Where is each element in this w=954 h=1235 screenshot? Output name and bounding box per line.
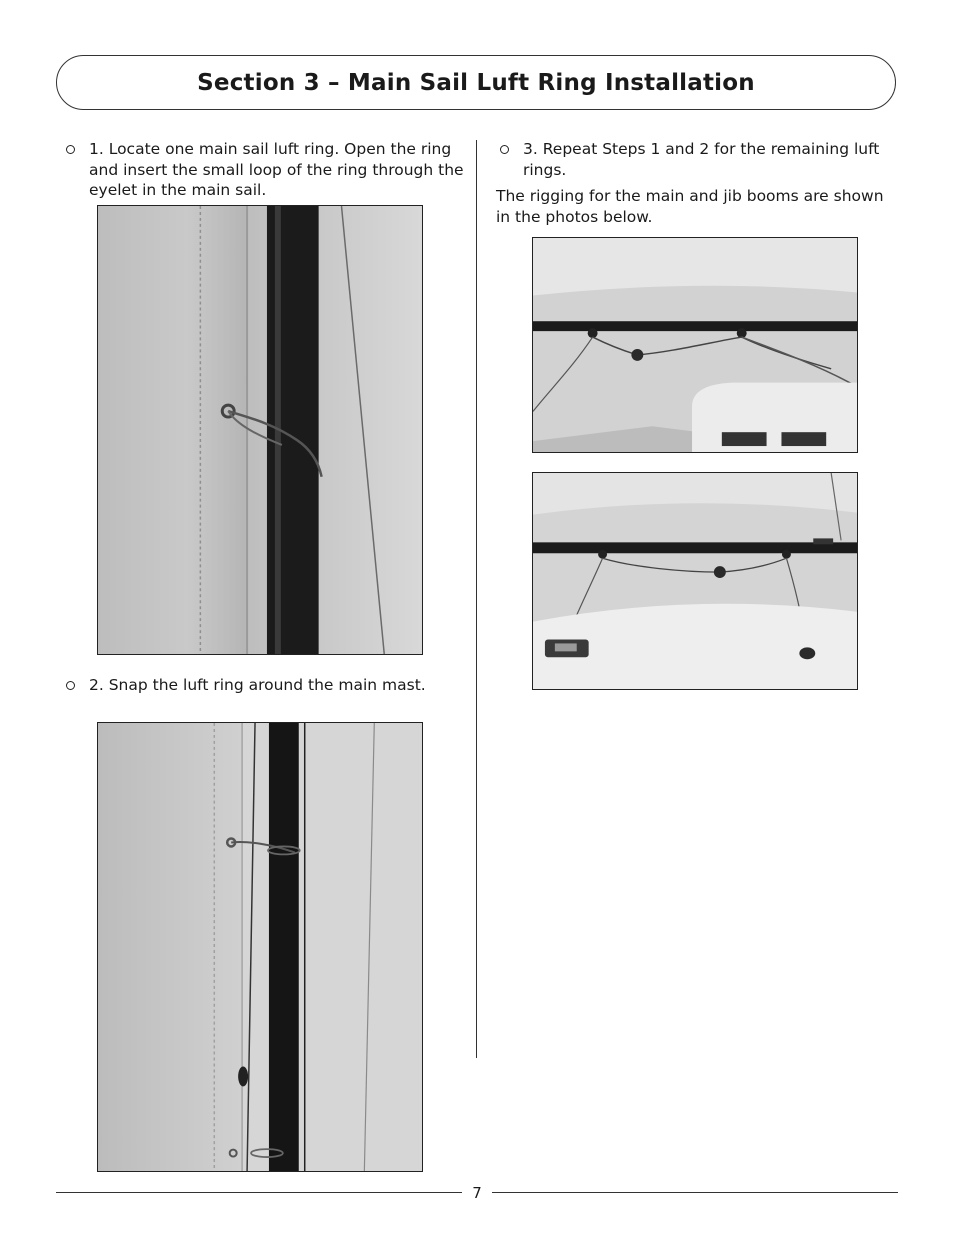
step-1 [66, 139, 466, 201]
step-3 [500, 139, 900, 180]
column-divider [476, 140, 477, 1058]
checkbox-bullet-icon [500, 145, 509, 154]
footer-rule-left [56, 1192, 462, 1193]
section-title: Section 3 – Main Sail Luft Ring Installation [197, 69, 755, 96]
photo-jib-boom-rigging [532, 472, 858, 690]
section-title-box [56, 55, 896, 110]
step-3-text: 3. Repeat Steps 1 and 2 for the remaining luft rings. [523, 140, 880, 179]
page-number: 7 [472, 1184, 482, 1202]
footer-rule-right [492, 1192, 898, 1193]
checkbox-bullet-icon [66, 681, 75, 690]
photo-luft-ring-mast [97, 722, 423, 1172]
rigging-note: The rigging for the main and jib booms are shown in the photos below. [496, 187, 884, 226]
photo-luft-ring-eyelet [97, 205, 423, 655]
checkbox-bullet-icon [66, 145, 75, 154]
step-1-text: 1. Locate one main sail luft ring. Open the ring and insert the small loop of the ring through the eyelet in the main sail. [89, 140, 464, 199]
step-2-text: 2. Snap the luft ring around the main mast. [89, 676, 426, 694]
photo-main-boom-rigging [532, 237, 858, 453]
step-2 [66, 675, 466, 696]
